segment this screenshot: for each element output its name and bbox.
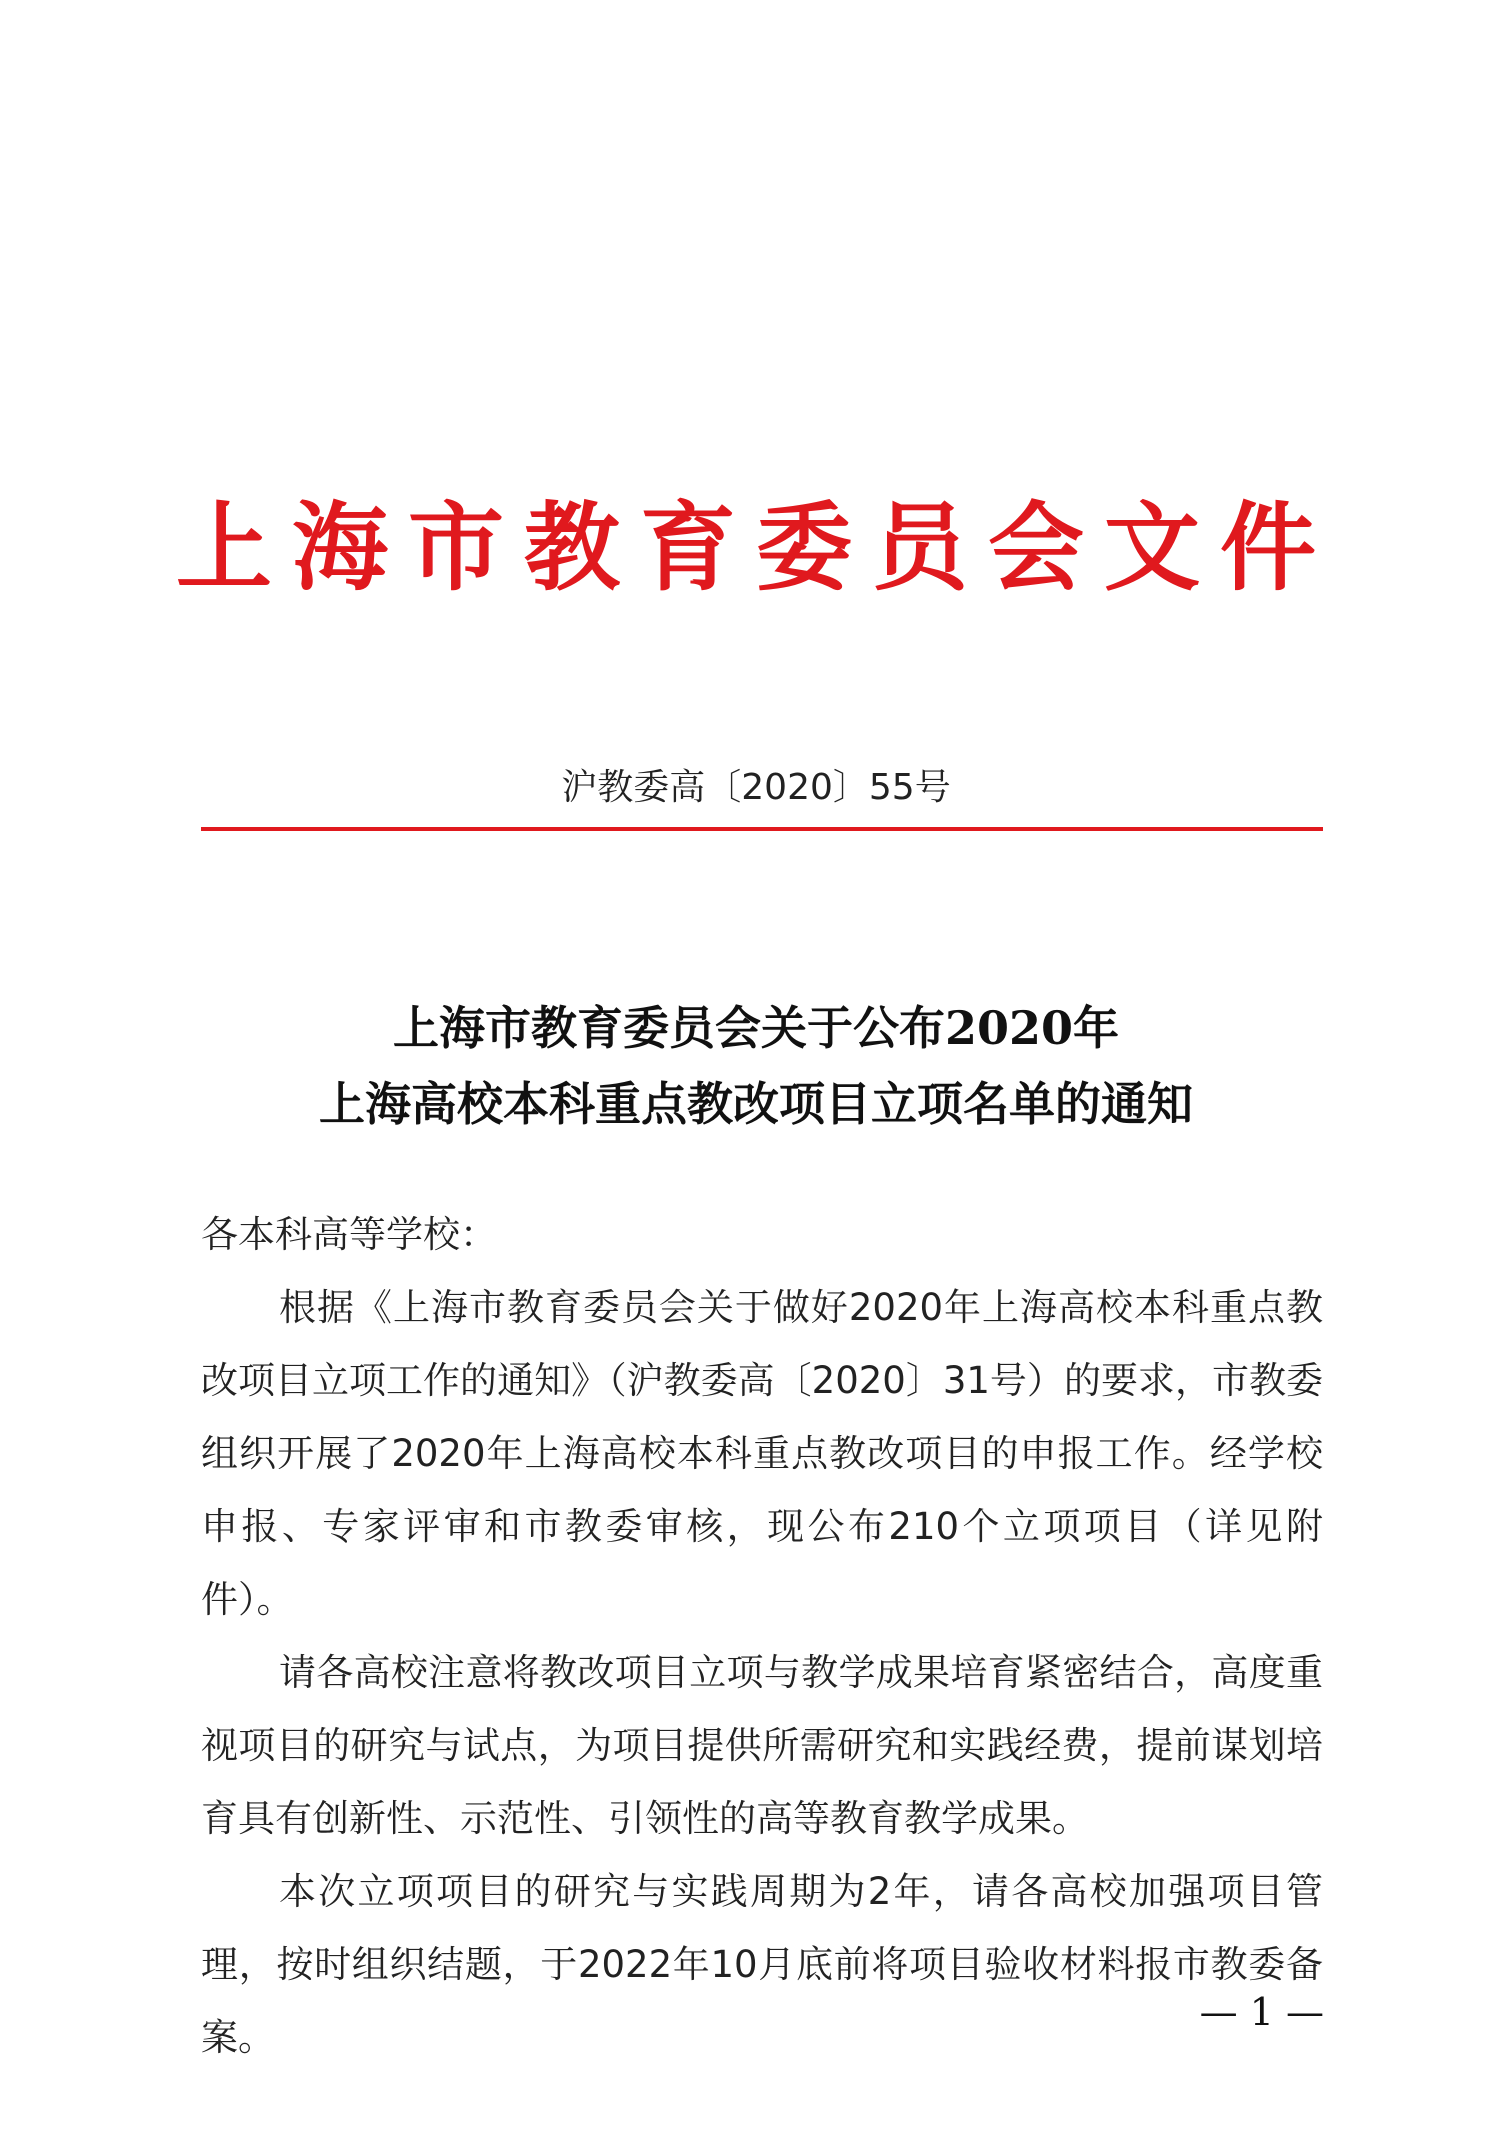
red-divider-rule	[201, 827, 1323, 831]
notice-title-line-2: 上海高校本科重点教改项目立项名单的通知	[319, 1077, 1193, 1131]
document-number: 沪教委高〔2020〕55号	[561, 767, 951, 808]
body-paragraph: 请各高校注意将教改项目立项与教学成果培育紧密结合，高度重视项目的研究与试点，为项目提供所需研究和实践经费，提前谋划培育具有创新性、示范性、引领性的高等教育教学成果。	[201, 1651, 1323, 1840]
page-number: — 1 —	[1199, 1990, 1324, 2034]
notice-title	[0, 990, 1512, 1142]
body-paragraph: 根据《上海市教育委员会关于做好2020年上海高校本科重点教改项目立项工作的通知》（沪教委高〔2020〕31号）的要求，市教委组织开展了2020年上海高校本科重点教改项目的申报工作。经学校申报、专家评审和市教委审核，现公布210个立项项目（详见附件）。	[201, 1286, 1323, 1621]
salutation: 各本科高等学校：	[201, 1213, 497, 1256]
body-paragraph: 本次立项项目的研究与实践周期为2年，请各高校加强项目管理，按时组织结题，于2022年10月底前将项目验收材料报市教委备案。	[201, 1870, 1323, 2059]
notice-body	[201, 1198, 1323, 2074]
masthead-title: 上海市教育委员会文件	[176, 491, 1336, 604]
notice-title-line-1: 上海市教育委员会关于公布2020年	[392, 1001, 1120, 1055]
